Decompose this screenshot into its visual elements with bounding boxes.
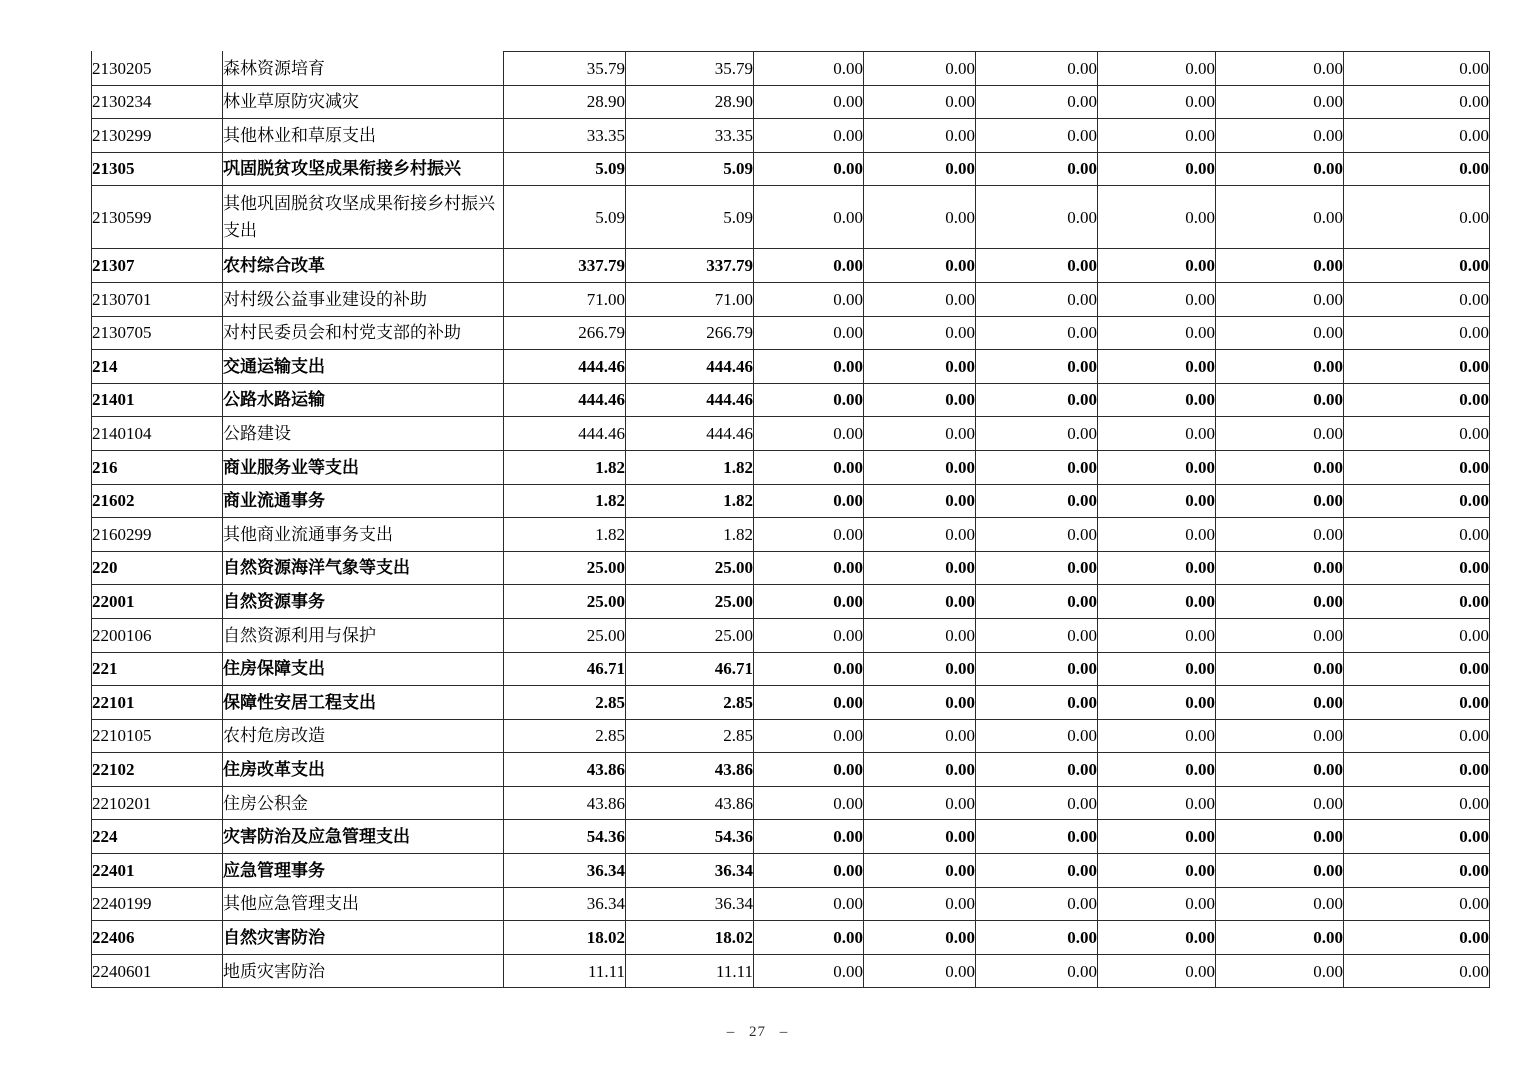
row-value-cell: 0.00 (754, 518, 864, 552)
row-value-cell: 0.00 (1344, 186, 1490, 249)
row-value-cell: 43.86 (504, 786, 626, 820)
row-value-cell: 0.00 (864, 350, 976, 384)
table-row (92, 585, 1490, 619)
row-value-cell: 0.00 (1098, 954, 1216, 988)
row-value-cell: 0.00 (1098, 786, 1216, 820)
row-value-cell: 25.00 (504, 551, 626, 585)
row-value-cell: 0.00 (1098, 152, 1216, 186)
row-value-cell: 33.35 (626, 119, 754, 153)
row-value-cell: 2.85 (626, 719, 754, 753)
table-row (92, 719, 1490, 753)
row-value-cell: 0.00 (976, 551, 1098, 585)
row-value-cell: 0.00 (754, 450, 864, 484)
row-value-cell: 0.00 (864, 52, 976, 86)
row-name-cell: 其他巩固脱贫攻坚成果衔接乡村振兴支出 (223, 186, 504, 249)
table-row (92, 887, 1490, 921)
row-value-cell: 18.02 (504, 921, 626, 955)
row-value-cell: 43.86 (626, 786, 754, 820)
row-value-cell: 0.00 (754, 719, 864, 753)
row-value-cell: 0.00 (754, 249, 864, 283)
row-value-cell: 0.00 (1216, 316, 1344, 350)
table-row (92, 786, 1490, 820)
row-value-cell: 444.46 (626, 350, 754, 384)
row-value-cell: 0.00 (976, 52, 1098, 86)
row-value-cell: 0.00 (976, 484, 1098, 518)
row-value-cell: 43.86 (504, 753, 626, 787)
row-value-cell: 0.00 (864, 186, 976, 249)
row-value-cell: 18.02 (626, 921, 754, 955)
row-value-cell: 0.00 (1216, 518, 1344, 552)
row-value-cell: 0.00 (1216, 719, 1344, 753)
row-value-cell: 0.00 (1344, 518, 1490, 552)
row-value-cell: 0.00 (1098, 85, 1216, 119)
row-value-cell: 36.34 (504, 887, 626, 921)
row-value-cell: 28.90 (626, 85, 754, 119)
row-value-cell: 36.34 (504, 854, 626, 888)
row-code-cell: 2240199 (92, 887, 223, 921)
row-value-cell: 0.00 (1344, 854, 1490, 888)
row-code-cell: 2130599 (92, 186, 223, 249)
row-value-cell: 0.00 (1344, 484, 1490, 518)
row-value-cell: 0.00 (864, 954, 976, 988)
table-row (92, 52, 1490, 86)
row-value-cell: 0.00 (864, 249, 976, 283)
row-value-cell: 0.00 (1098, 854, 1216, 888)
row-value-cell: 0.00 (1344, 652, 1490, 686)
row-value-cell: 0.00 (1344, 316, 1490, 350)
row-value-cell: 0.00 (754, 585, 864, 619)
row-value-cell: 0.00 (754, 417, 864, 451)
row-value-cell: 2.85 (504, 719, 626, 753)
row-value-cell: 0.00 (754, 85, 864, 119)
row-value-cell: 0.00 (1098, 316, 1216, 350)
row-name-cell: 农村危房改造 (223, 719, 504, 753)
row-value-cell: 0.00 (976, 450, 1098, 484)
row-value-cell: 0.00 (1216, 186, 1344, 249)
row-name-cell: 自然资源利用与保护 (223, 618, 504, 652)
row-value-cell: 0.00 (976, 383, 1098, 417)
row-code-cell: 21401 (92, 383, 223, 417)
row-value-cell: 0.00 (976, 954, 1098, 988)
row-value-cell: 0.00 (1098, 585, 1216, 619)
row-value-cell: 0.00 (976, 753, 1098, 787)
row-value-cell: 0.00 (754, 52, 864, 86)
row-value-cell: 0.00 (1216, 921, 1344, 955)
row-name-cell: 自然资源事务 (223, 585, 504, 619)
row-code-cell: 22406 (92, 921, 223, 955)
row-value-cell: 11.11 (626, 954, 754, 988)
row-value-cell: 0.00 (1216, 484, 1344, 518)
row-value-cell: 0.00 (976, 887, 1098, 921)
row-value-cell: 0.00 (1098, 186, 1216, 249)
row-value-cell: 0.00 (754, 551, 864, 585)
table-row (92, 484, 1490, 518)
row-value-cell: 1.82 (626, 518, 754, 552)
row-name-cell: 自然资源海洋气象等支出 (223, 551, 504, 585)
row-value-cell: 444.46 (504, 383, 626, 417)
budget-table (91, 51, 1490, 988)
row-value-cell: 0.00 (976, 585, 1098, 619)
row-value-cell: 0.00 (1344, 85, 1490, 119)
row-value-cell: 0.00 (1344, 786, 1490, 820)
row-value-cell: 0.00 (1344, 282, 1490, 316)
row-name-cell: 应急管理事务 (223, 854, 504, 888)
row-value-cell: 0.00 (1098, 551, 1216, 585)
row-code-cell: 2130234 (92, 85, 223, 119)
row-code-cell: 2160299 (92, 518, 223, 552)
row-value-cell: 0.00 (1344, 954, 1490, 988)
row-value-cell: 0.00 (976, 921, 1098, 955)
row-value-cell: 5.09 (626, 152, 754, 186)
row-value-cell: 0.00 (1216, 350, 1344, 384)
row-value-cell: 0.00 (1344, 686, 1490, 720)
table-row (92, 282, 1490, 316)
row-value-cell: 0.00 (1098, 887, 1216, 921)
row-name-cell: 灾害防治及应急管理支出 (223, 820, 504, 854)
row-name-cell: 交通运输支出 (223, 350, 504, 384)
row-code-cell: 2130701 (92, 282, 223, 316)
table-row (92, 753, 1490, 787)
row-value-cell: 0.00 (754, 119, 864, 153)
row-name-cell: 农村综合改革 (223, 249, 504, 283)
row-value-cell: 0.00 (1098, 350, 1216, 384)
row-value-cell: 0.00 (864, 753, 976, 787)
row-value-cell: 0.00 (1216, 249, 1344, 283)
row-value-cell: 0.00 (864, 152, 976, 186)
row-value-cell: 0.00 (1216, 52, 1344, 86)
row-value-cell: 0.00 (754, 854, 864, 888)
row-value-cell: 0.00 (1344, 450, 1490, 484)
row-code-cell: 2200106 (92, 618, 223, 652)
row-value-cell: 444.46 (504, 417, 626, 451)
row-code-cell: 21307 (92, 249, 223, 283)
row-value-cell: 0.00 (864, 450, 976, 484)
row-value-cell: 0.00 (1216, 954, 1344, 988)
row-value-cell: 0.00 (864, 383, 976, 417)
row-value-cell: 0.00 (1098, 618, 1216, 652)
row-code-cell: 214 (92, 350, 223, 384)
row-value-cell: 0.00 (864, 282, 976, 316)
row-value-cell: 0.00 (976, 316, 1098, 350)
table-row (92, 686, 1490, 720)
row-value-cell: 0.00 (1098, 652, 1216, 686)
row-value-cell: 28.90 (504, 85, 626, 119)
row-code-cell: 21602 (92, 484, 223, 518)
row-value-cell: 0.00 (1344, 350, 1490, 384)
table-row (92, 652, 1490, 686)
row-value-cell: 0.00 (1216, 585, 1344, 619)
row-value-cell: 25.00 (504, 618, 626, 652)
row-value-cell: 0.00 (754, 383, 864, 417)
table-row (92, 954, 1490, 988)
row-code-cell: 2140104 (92, 417, 223, 451)
row-code-cell: 2240601 (92, 954, 223, 988)
row-value-cell: 0.00 (1216, 450, 1344, 484)
row-value-cell: 0.00 (754, 484, 864, 518)
row-value-cell: 0.00 (754, 186, 864, 249)
table-row (92, 854, 1490, 888)
table-row (92, 450, 1490, 484)
row-value-cell: 444.46 (504, 350, 626, 384)
row-value-cell: 0.00 (976, 786, 1098, 820)
row-value-cell: 0.00 (754, 954, 864, 988)
row-value-cell: 46.71 (626, 652, 754, 686)
row-name-cell: 地质灾害防治 (223, 954, 504, 988)
row-value-cell: 0.00 (1098, 518, 1216, 552)
row-value-cell: 0.00 (864, 585, 976, 619)
row-value-cell: 0.00 (976, 518, 1098, 552)
row-value-cell: 0.00 (1216, 85, 1344, 119)
row-name-cell: 森林资源培育 (223, 52, 504, 86)
row-name-cell: 林业草原防灾减灾 (223, 85, 504, 119)
row-value-cell: 0.00 (1216, 854, 1344, 888)
row-value-cell: 0.00 (864, 719, 976, 753)
row-value-cell: 0.00 (1344, 152, 1490, 186)
row-value-cell: 0.00 (864, 316, 976, 350)
table-row (92, 85, 1490, 119)
row-value-cell: 0.00 (1216, 820, 1344, 854)
row-name-cell: 巩固脱贫攻坚成果衔接乡村振兴 (223, 152, 504, 186)
row-name-cell: 对村级公益事业建设的补助 (223, 282, 504, 316)
row-value-cell: 25.00 (626, 618, 754, 652)
row-name-cell: 自然灾害防治 (223, 921, 504, 955)
row-value-cell: 0.00 (1344, 753, 1490, 787)
row-code-cell: 2130705 (92, 316, 223, 350)
table-row (92, 152, 1490, 186)
page-number: – 27 – (726, 1024, 789, 1040)
row-value-cell: 0.00 (864, 921, 976, 955)
table-row (92, 417, 1490, 451)
row-value-cell: 71.00 (626, 282, 754, 316)
row-value-cell: 0.00 (1216, 119, 1344, 153)
row-value-cell: 5.09 (504, 186, 626, 249)
row-value-cell: 0.00 (1216, 887, 1344, 921)
row-value-cell: 43.86 (626, 753, 754, 787)
row-value-cell: 0.00 (864, 618, 976, 652)
row-value-cell: 0.00 (976, 119, 1098, 153)
row-value-cell: 0.00 (864, 686, 976, 720)
row-value-cell: 0.00 (976, 652, 1098, 686)
row-value-cell: 0.00 (1098, 753, 1216, 787)
row-value-cell: 0.00 (1344, 383, 1490, 417)
row-code-cell: 220 (92, 551, 223, 585)
row-value-cell: 25.00 (626, 585, 754, 619)
row-value-cell: 36.34 (626, 887, 754, 921)
row-value-cell: 0.00 (976, 249, 1098, 283)
row-value-cell: 0.00 (1216, 152, 1344, 186)
row-value-cell: 1.82 (504, 484, 626, 518)
row-value-cell: 0.00 (1098, 686, 1216, 720)
row-value-cell: 35.79 (626, 52, 754, 86)
row-value-cell: 0.00 (1098, 119, 1216, 153)
row-name-cell: 其他应急管理支出 (223, 887, 504, 921)
row-value-cell: 71.00 (504, 282, 626, 316)
row-value-cell: 0.00 (976, 282, 1098, 316)
row-value-cell: 0.00 (864, 854, 976, 888)
row-value-cell: 0.00 (1216, 383, 1344, 417)
row-value-cell: 0.00 (864, 85, 976, 119)
row-code-cell: 2210105 (92, 719, 223, 753)
row-value-cell: 0.00 (1344, 119, 1490, 153)
row-name-cell: 其他林业和草原支出 (223, 119, 504, 153)
row-value-cell: 0.00 (754, 820, 864, 854)
row-value-cell: 0.00 (1344, 887, 1490, 921)
row-value-cell: 0.00 (864, 786, 976, 820)
row-value-cell: 0.00 (754, 152, 864, 186)
row-value-cell: 0.00 (1344, 719, 1490, 753)
row-name-cell: 其他商业流通事务支出 (223, 518, 504, 552)
row-value-cell: 0.00 (864, 518, 976, 552)
row-value-cell: 25.00 (504, 585, 626, 619)
row-value-cell: 0.00 (976, 618, 1098, 652)
row-value-cell: 0.00 (1216, 652, 1344, 686)
row-value-cell: 0.00 (1098, 484, 1216, 518)
row-value-cell: 54.36 (626, 820, 754, 854)
table-row (92, 921, 1490, 955)
table-row (92, 119, 1490, 153)
row-value-cell: 25.00 (626, 551, 754, 585)
row-value-cell: 0.00 (864, 887, 976, 921)
row-value-cell: 0.00 (1344, 417, 1490, 451)
row-value-cell: 0.00 (754, 618, 864, 652)
row-value-cell: 337.79 (504, 249, 626, 283)
row-value-cell: 35.79 (504, 52, 626, 86)
row-name-cell: 商业服务业等支出 (223, 450, 504, 484)
row-value-cell: 0.00 (1344, 249, 1490, 283)
row-value-cell: 0.00 (1216, 417, 1344, 451)
row-value-cell: 0.00 (1098, 383, 1216, 417)
row-value-cell: 54.36 (504, 820, 626, 854)
row-value-cell: 0.00 (864, 820, 976, 854)
row-name-cell: 住房保障支出 (223, 652, 504, 686)
row-value-cell: 0.00 (754, 686, 864, 720)
table-row (92, 383, 1490, 417)
row-name-cell: 公路水路运输 (223, 383, 504, 417)
row-value-cell: 36.34 (626, 854, 754, 888)
row-value-cell: 0.00 (976, 417, 1098, 451)
row-value-cell: 444.46 (626, 417, 754, 451)
row-name-cell: 公路建设 (223, 417, 504, 451)
row-value-cell: 0.00 (976, 85, 1098, 119)
row-value-cell: 1.82 (626, 484, 754, 518)
row-value-cell: 1.82 (626, 450, 754, 484)
row-value-cell: 0.00 (1098, 52, 1216, 86)
row-value-cell: 0.00 (976, 152, 1098, 186)
row-value-cell: 0.00 (976, 854, 1098, 888)
row-value-cell: 0.00 (976, 186, 1098, 249)
table-row (92, 186, 1490, 249)
table-row (92, 350, 1490, 384)
row-value-cell: 337.79 (626, 249, 754, 283)
table-row (92, 518, 1490, 552)
row-value-cell: 0.00 (754, 316, 864, 350)
row-value-cell: 0.00 (1216, 282, 1344, 316)
row-value-cell: 5.09 (504, 152, 626, 186)
row-value-cell: 0.00 (1098, 921, 1216, 955)
row-name-cell: 保障性安居工程支出 (223, 686, 504, 720)
row-code-cell: 22401 (92, 854, 223, 888)
row-value-cell: 0.00 (754, 887, 864, 921)
row-code-cell: 224 (92, 820, 223, 854)
row-value-cell: 0.00 (754, 652, 864, 686)
row-value-cell: 0.00 (1344, 551, 1490, 585)
row-value-cell: 0.00 (864, 484, 976, 518)
row-value-cell: 46.71 (504, 652, 626, 686)
row-code-cell: 216 (92, 450, 223, 484)
row-value-cell: 266.79 (504, 316, 626, 350)
row-value-cell: 0.00 (1344, 52, 1490, 86)
row-value-cell: 0.00 (754, 786, 864, 820)
table-row (92, 316, 1490, 350)
row-value-cell: 0.00 (1098, 417, 1216, 451)
row-value-cell: 0.00 (1344, 921, 1490, 955)
row-code-cell: 2130299 (92, 119, 223, 153)
row-value-cell: 2.85 (504, 686, 626, 720)
row-value-cell: 11.11 (504, 954, 626, 988)
row-value-cell: 0.00 (754, 921, 864, 955)
row-value-cell: 0.00 (1344, 820, 1490, 854)
row-value-cell: 1.82 (504, 518, 626, 552)
row-name-cell: 对村民委员会和村党支部的补助 (223, 316, 504, 350)
row-name-cell: 住房公积金 (223, 786, 504, 820)
row-value-cell: 0.00 (1098, 282, 1216, 316)
row-value-cell: 0.00 (1344, 618, 1490, 652)
row-code-cell: 2210201 (92, 786, 223, 820)
row-value-cell: 0.00 (1216, 686, 1344, 720)
row-value-cell: 0.00 (1216, 618, 1344, 652)
row-code-cell: 22001 (92, 585, 223, 619)
row-value-cell: 0.00 (976, 719, 1098, 753)
row-value-cell: 0.00 (976, 686, 1098, 720)
row-value-cell: 0.00 (864, 652, 976, 686)
row-value-cell: 0.00 (1098, 820, 1216, 854)
row-name-cell: 商业流通事务 (223, 484, 504, 518)
row-value-cell: 0.00 (1216, 551, 1344, 585)
row-code-cell: 22102 (92, 753, 223, 787)
row-value-cell: 444.46 (626, 383, 754, 417)
row-code-cell: 2130205 (92, 52, 223, 86)
table-row (92, 820, 1490, 854)
table-row (92, 249, 1490, 283)
row-value-cell: 0.00 (1216, 753, 1344, 787)
row-value-cell: 5.09 (626, 186, 754, 249)
row-code-cell: 21305 (92, 152, 223, 186)
row-code-cell: 221 (92, 652, 223, 686)
row-value-cell: 0.00 (754, 753, 864, 787)
row-value-cell: 0.00 (1098, 249, 1216, 283)
row-value-cell: 0.00 (754, 282, 864, 316)
row-value-cell: 0.00 (1216, 786, 1344, 820)
row-value-cell: 0.00 (864, 119, 976, 153)
row-value-cell: 33.35 (504, 119, 626, 153)
row-value-cell: 0.00 (1098, 719, 1216, 753)
row-value-cell: 0.00 (754, 350, 864, 384)
row-value-cell: 2.85 (626, 686, 754, 720)
row-value-cell: 0.00 (976, 350, 1098, 384)
table-row (92, 551, 1490, 585)
row-value-cell: 0.00 (864, 551, 976, 585)
row-value-cell: 266.79 (626, 316, 754, 350)
row-value-cell: 0.00 (864, 417, 976, 451)
row-value-cell: 1.82 (504, 450, 626, 484)
row-value-cell: 0.00 (1098, 450, 1216, 484)
row-value-cell: 0.00 (1344, 585, 1490, 619)
table-row (92, 618, 1490, 652)
row-name-cell: 住房改革支出 (223, 753, 504, 787)
row-value-cell: 0.00 (976, 820, 1098, 854)
row-code-cell: 22101 (92, 686, 223, 720)
